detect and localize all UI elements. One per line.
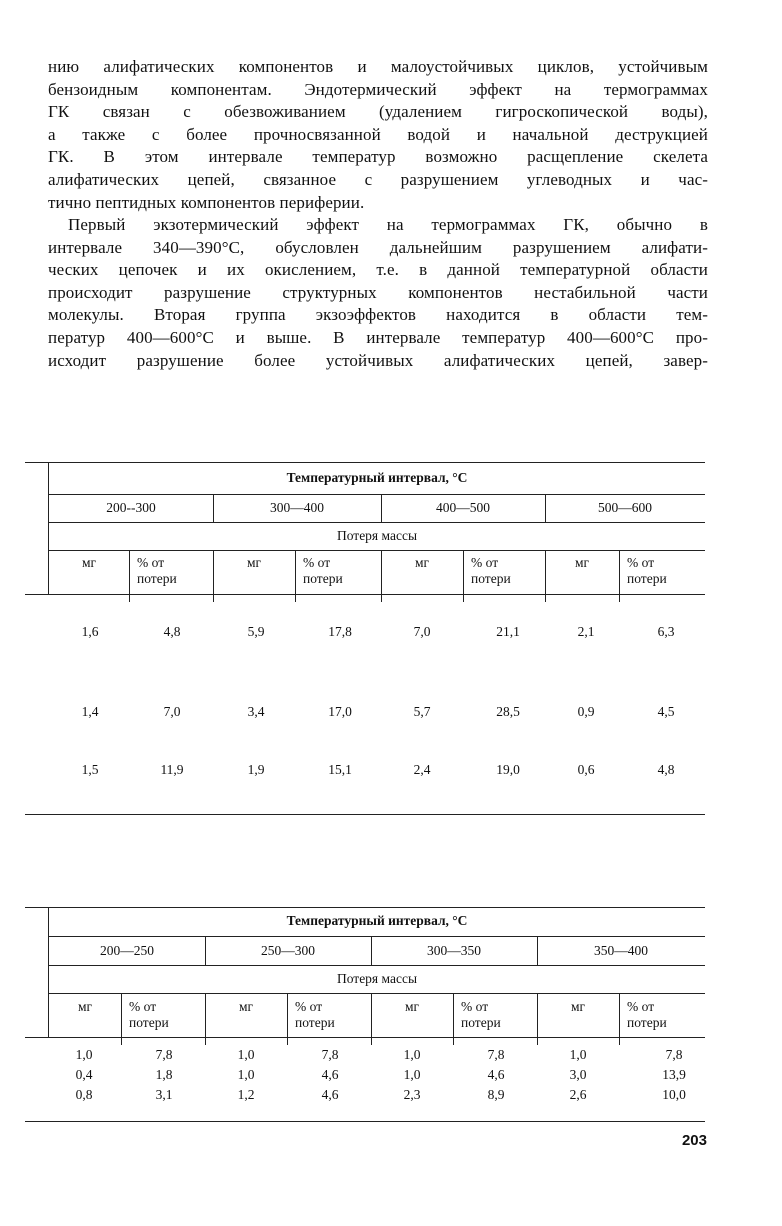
col-pct: % от потери: [461, 999, 501, 1030]
table-cell: 7,8: [155, 1047, 173, 1062]
col-mg: мг: [81, 555, 97, 570]
table-cell: 4,8: [657, 762, 675, 777]
table-cell: 17,0: [328, 704, 352, 719]
table-cell: 4,6: [487, 1067, 505, 1082]
table-cell: 19,0: [496, 762, 520, 777]
table-cell: 0,8: [75, 1087, 93, 1102]
table-cell: 1,0: [237, 1047, 255, 1062]
col-mg: мг: [246, 555, 262, 570]
table-cell: 13,9: [662, 1067, 686, 1082]
table-cell: 8,9: [487, 1087, 505, 1102]
col-pct: % от потери: [295, 999, 335, 1030]
table-cell: 2,3: [403, 1087, 421, 1102]
table-cell: 3,1: [155, 1087, 173, 1102]
text-line: ГК связан с обезвоживанием (удалением гигроскопической воды),: [48, 102, 708, 122]
text-line: а также с более прочносвязанной водой и начальной деструкцией: [48, 124, 708, 144]
col-pct: % от потери: [137, 555, 177, 586]
table-header: Температурный интервал, °С: [286, 913, 468, 928]
text-line: ператур 400—600°С и выше. В интервале температур 400—600°С про-: [48, 327, 708, 347]
table-cell: 0,6: [577, 762, 595, 777]
col-mg: мг: [77, 999, 93, 1014]
table-cell: 1,0: [403, 1047, 421, 1062]
text-line: алифатических цепей, связанное с разрушением углеводных и час-: [48, 169, 708, 189]
table-cell: 11,9: [160, 762, 184, 777]
table-cell: 4,6: [321, 1087, 339, 1102]
table-cell: 1,9: [247, 762, 265, 777]
interval-2: 300—400: [270, 500, 324, 515]
col-pct: % от потери: [129, 999, 169, 1030]
text-line: молекулы. Вторая группа экзоэффектов находится в области тем-: [48, 305, 708, 325]
col-pct: % от потери: [627, 999, 667, 1030]
table-cell: 7,8: [321, 1047, 339, 1062]
col-mg: мг: [414, 555, 430, 570]
table-cell: 4,6: [321, 1067, 339, 1082]
table-cell: 21,1: [496, 624, 520, 639]
table-cell: 4,8: [163, 624, 181, 639]
text-line: ГК. В этом интервале температур возможно расщепление скелета: [48, 147, 708, 167]
table-cell: 1,4: [81, 704, 99, 719]
table-cell: 2,4: [413, 762, 431, 777]
interval-1: 200--300: [106, 500, 156, 515]
table-cell: 7,0: [413, 624, 431, 639]
col-pct: % от потери: [627, 555, 667, 586]
table-cell: 1,2: [237, 1087, 255, 1102]
interval-3: 400—500: [436, 500, 490, 515]
text-line: тично пептидных компонентов периферии.: [48, 192, 365, 212]
table-cell: 1,0: [403, 1067, 421, 1082]
col-mg: мг: [570, 999, 586, 1014]
table-cell: 5,7: [413, 704, 431, 719]
text-line: ческих цепочек и их окислением, т.е. в данной температурной области: [48, 260, 708, 280]
table-cell: 1,0: [75, 1047, 93, 1062]
paragraph-1: [48, 56, 708, 214]
table-cell: 17,8: [328, 624, 352, 639]
table-cell: 0,4: [75, 1067, 93, 1082]
text-line: Первый экзотермический эффект на термограммах ГК, обычно в: [68, 215, 708, 234]
table-cell: 4,5: [657, 704, 675, 719]
text-line: интервале 340—390°С, обусловлен дальнейшим разрушением алифати-: [48, 237, 708, 257]
paragraph-2: [48, 214, 708, 372]
table-cell: 1,5: [81, 762, 99, 777]
table-cell: 1,0: [237, 1067, 255, 1082]
table-cell: 1,8: [155, 1067, 173, 1082]
table-1: [25, 462, 705, 822]
table-cell: 5,9: [247, 624, 265, 639]
interval-3: 300—350: [427, 943, 481, 958]
interval-4: 500—600: [598, 500, 652, 515]
table-cell: 3,0: [569, 1067, 587, 1082]
interval-2: 250—300: [261, 943, 315, 958]
table-cell: 28,5: [496, 704, 520, 719]
table-cell: 15,1: [328, 762, 352, 777]
col-pct: % от потери: [471, 555, 511, 586]
table-cell: 2,6: [569, 1087, 587, 1102]
table-cell: 7,0: [163, 704, 181, 719]
interval-4: 350—400: [594, 943, 648, 958]
page-number: 203: [681, 1132, 707, 1149]
interval-1: 200—250: [100, 943, 154, 958]
text-line: бензоидным компонентам. Эндотермический эффект на термограммах: [48, 79, 708, 99]
text-line: исходит разрушение более устойчивых алифатических цепей, завер-: [48, 350, 708, 370]
text-line: происходит разрушение структурных компонентов нестабильной части: [48, 282, 708, 302]
table-cell: 3,4: [247, 704, 265, 719]
table-cell: 0,9: [577, 704, 595, 719]
subheader: Потеря массы: [336, 528, 418, 543]
col-mg: мг: [404, 999, 420, 1014]
table-cell: 7,8: [487, 1047, 505, 1062]
table-cell: 1,0: [569, 1047, 587, 1062]
table-cell: 7,8: [665, 1047, 683, 1062]
table-cell: 6,3: [657, 624, 675, 639]
table-cell: 1,6: [81, 624, 99, 639]
text-line: нию алифатических компонентов и малоустойчивых циклов, устойчивым: [48, 57, 708, 76]
table-header: Температурный интервал, °С: [286, 470, 468, 485]
col-mg: мг: [238, 999, 254, 1014]
table-cell: 2,1: [577, 624, 595, 639]
col-pct: % от потери: [303, 555, 343, 586]
table-2: [25, 907, 705, 1127]
table-cell: 10,0: [662, 1087, 686, 1102]
subheader: Потеря массы: [336, 971, 418, 986]
col-mg: мг: [574, 555, 590, 570]
